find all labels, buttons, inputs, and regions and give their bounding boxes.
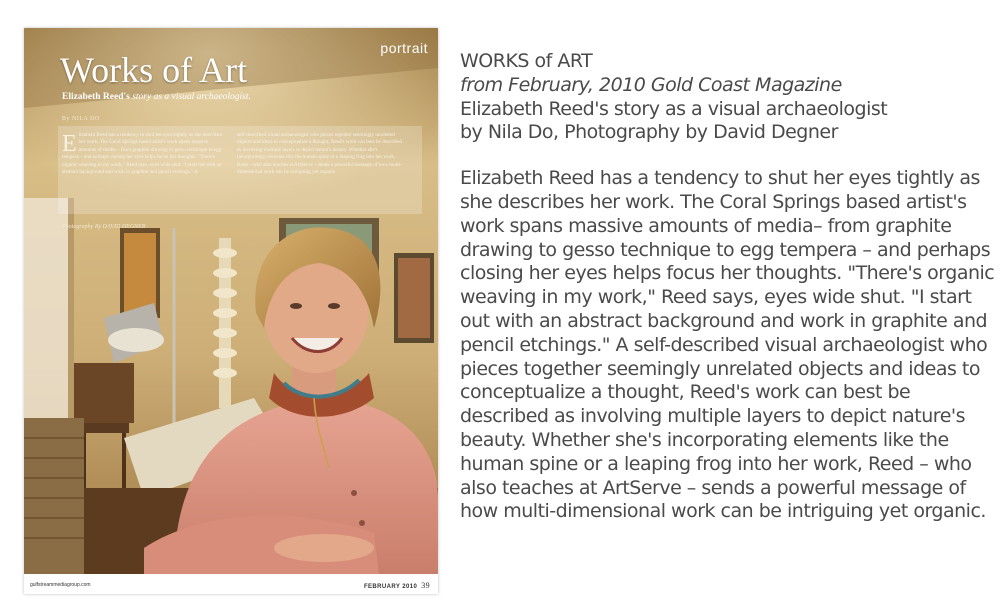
portrait-photo xyxy=(24,28,438,574)
body-line: also teaches at ArtServe – sends a powerful message of xyxy=(460,476,966,499)
drop-cap: E xyxy=(62,132,77,157)
subtitle-lead: Elizabeth Reed's xyxy=(62,92,130,102)
magazine-subtitle xyxy=(62,92,251,102)
footer-month: FEBRUARY 2010 xyxy=(363,584,418,590)
body-line: pieces together seemingly unrelated objects and ideas to xyxy=(460,357,980,380)
article-dek: Elizabeth Reed's story as a visual archaeologist xyxy=(460,97,888,120)
body-line: conceptualize a thought, Reed's work can best be xyxy=(460,381,911,404)
article-text xyxy=(460,50,1006,524)
body-line: how multi-dimensional work can be intriguing yet organic. xyxy=(460,500,986,523)
footer-website: gulfstreammediagroup.com xyxy=(30,582,91,588)
magazine-title: Works of Art xyxy=(60,50,248,90)
article-heading: WORKS of ART xyxy=(460,50,593,72)
magazine-byline: By NILA DO xyxy=(62,116,100,122)
body-line: work spans massive amounts of media– from graphite xyxy=(460,214,952,237)
body-line: out with an abstract background and work in graphite and xyxy=(460,309,988,332)
body-column-left-text: lizabeth Reed has a tendency to shut her eyes tightly as she describes her work. The Coral Springs based artist's work spans massive amounts of media – from graphite drawing to gesso technique to egg tempera – and perhaps closing her eyes helps focus her thoughts. "There's organic weaving in my work," Reed says, eyes wide shut. "I start out with an abstract background and work in graphite and pencil etchings." A xyxy=(62,132,222,176)
article-source: from February, 2010 Gold Coast Magazine xyxy=(460,73,842,96)
body-column-left xyxy=(62,132,227,206)
body-line: closing her eyes helps focus her thoughts. "There's organic xyxy=(460,262,995,285)
photo-credit: Photography By DAVID DEGNER xyxy=(62,224,146,230)
article-body xyxy=(460,167,1006,524)
body-line: beauty. Whether she's incorporating elements like the xyxy=(460,428,949,451)
body-line: drawing to gesso technique to egg tempera – and perhaps xyxy=(460,238,991,261)
article-credits: by Nila Do, Photography by David Degner xyxy=(460,121,838,144)
portrait-photo-illustration xyxy=(24,28,438,574)
footer-folio xyxy=(364,581,430,590)
section-label: portrait xyxy=(380,40,428,56)
body-line: Elizabeth Reed has a tendency to shut her eyes tightly as xyxy=(460,167,980,190)
body-line: she describes her work. The Coral Springs based artist's xyxy=(460,190,967,213)
footer-page-number: 39 xyxy=(421,581,430,590)
body-line: described as involving multiple layers to depict nature's xyxy=(460,405,966,428)
body-line: pencil etchings." A self-described visual archaeologist who xyxy=(460,333,988,356)
body-column-right: self-described visual archaeologist who pieces together seemingly unrelated objects and ideas to conceptualize a thought, Reed's work can best be described as involving multiple layers to depict nature's beauty. Whether she's incorporating elements like the human spine or a leaping frog into her work, Reed – who also teaches at ArtServe – sends a powerful message of how multi-dimensional work can be intriguing yet organic. xyxy=(237,132,402,176)
subtitle-rest: story as a visual archaeologist. xyxy=(129,92,251,102)
magazine-page-image xyxy=(24,28,438,594)
body-line: weaving in my work," Reed says, eyes wide shut. "I start xyxy=(460,286,972,309)
body-line: human spine or a leaping frog into her work, Reed – who xyxy=(460,452,972,475)
